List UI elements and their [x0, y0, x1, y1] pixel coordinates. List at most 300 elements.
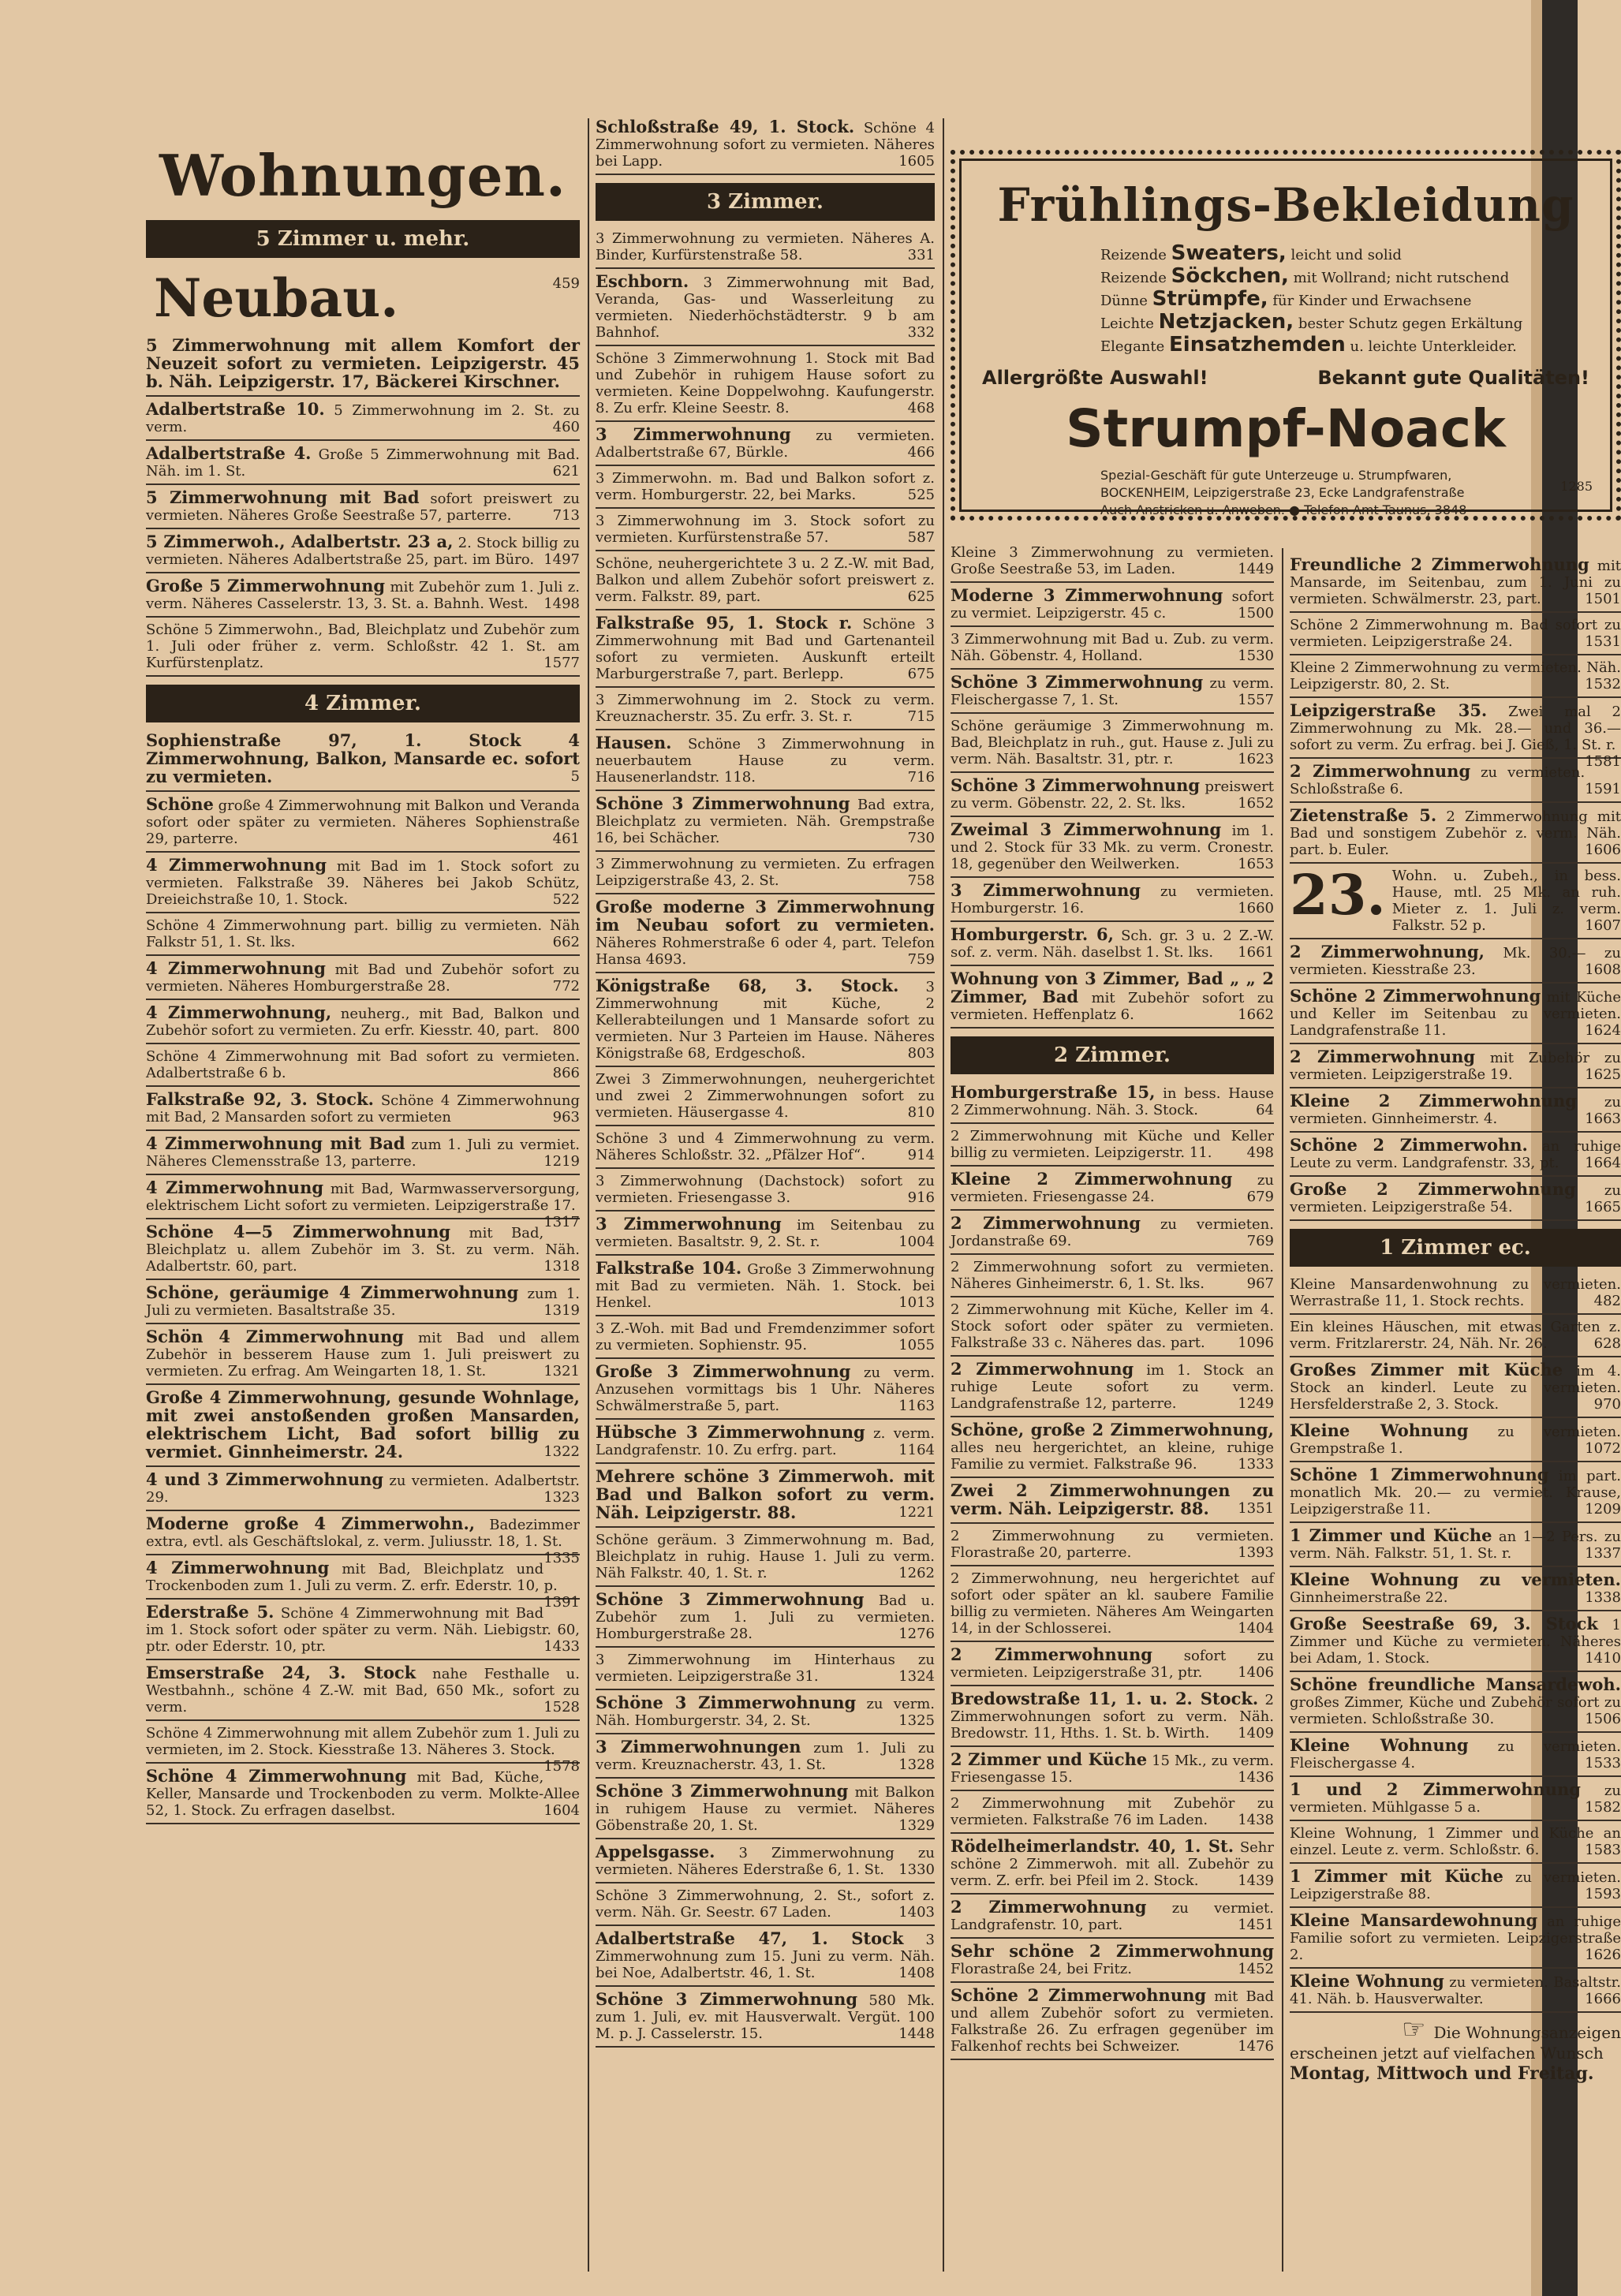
ad-headline: Moderne große 4 Zimmerwohn., — [146, 1514, 476, 1533]
classified-ad — [951, 970, 1274, 1029]
ad-number: 1626 — [1585, 1947, 1621, 1963]
product-post: mit Wollrand; nicht rutschend — [1293, 270, 1510, 286]
ad-text: 2 Zimmerwohnungen sofort zu verm. Näh. Bredowstr. 11, Hths. 1. St. b. Wirth. — [951, 1692, 1274, 1742]
ad-number: 1351 — [1238, 1500, 1274, 1517]
ad-headline: 4 Zimmerwohnung — [146, 958, 326, 978]
classified-ad — [951, 1646, 1274, 1686]
ad-number: 1055 — [898, 1337, 935, 1353]
ad-number: 1333 — [1238, 1456, 1274, 1473]
ad-text: sofort zu vermieten. Leipzigerstraße 31, ptr. — [951, 1648, 1274, 1681]
product-post: u. leichte Unterkleider. — [1350, 338, 1517, 355]
ad-number: 679 — [1246, 1189, 1274, 1205]
ad-number: 1497 — [543, 551, 580, 568]
ad-product-line — [1100, 243, 1589, 266]
notice-line-2: erscheinen jetzt auf vielfachen Wunsch — [1290, 2044, 1604, 2063]
classified-ad — [146, 622, 580, 677]
product-item: Strümpfe, — [1152, 287, 1268, 311]
classified-ad — [596, 1930, 935, 1987]
ad-number: 675 — [907, 666, 935, 682]
ad-number: 1531 — [1585, 633, 1621, 650]
classified-ad — [596, 977, 935, 1067]
ad-number: 800 — [552, 1022, 580, 1039]
ad-number: 866 — [552, 1065, 580, 1081]
classified-ad — [596, 1738, 935, 1779]
ad-number: 916 — [907, 1189, 935, 1206]
ad-headline: Falkstraße 104. — [596, 1258, 742, 1278]
ad-number: 662 — [552, 934, 580, 950]
ad-text: Schöne 4 Zimmerwohnung mit allem Zubehör zum 1. Juli zu vermieten, im 2. Stock. Kiesstraße 13. Näheres 3. Stock. — [146, 1725, 580, 1758]
ad-number: 482 — [1593, 1293, 1621, 1309]
classified-ad — [146, 857, 580, 913]
ad-number: 1410 — [1585, 1650, 1621, 1667]
ad-number: 1436 — [1238, 1769, 1274, 1786]
classified-ad — [1290, 1527, 1621, 1567]
ad-text: an ruhige Leute zu verm. Landgrafenstr. 33, pt. — [1290, 1138, 1621, 1171]
ad-headline: Große 2 Zimmerwohnung — [1290, 1179, 1576, 1199]
classified-ad — [1290, 617, 1621, 655]
classified-ad — [951, 1751, 1274, 1791]
ad-text: mit Bad, Bleichplatz u. allem Zubehör im 3. St. zu verm. Näh. Adalbertstr. 60, part. — [146, 1225, 580, 1275]
ad-headline: Schöne 3 Zimmerwohnung — [596, 1781, 849, 1801]
ad-text: zu vermieten. Fleischergasse 4. — [1290, 1738, 1621, 1771]
ad-text: mit Zubehör zum 1. Juli z. verm. Näheres Casselerstr. 13, 3. St. a. Bahnh. West. — [146, 579, 580, 612]
ad-number: 1328 — [898, 1757, 935, 1773]
classified-ad — [596, 795, 935, 852]
ad-number: 1501 — [1585, 591, 1621, 607]
classified-ad — [596, 1215, 935, 1256]
classified-ad — [596, 1130, 935, 1169]
ad-headline: 2 Zimmerwohnung — [951, 1645, 1152, 1664]
classified-ad — [951, 1259, 1274, 1297]
ad-number: 1409 — [1238, 1725, 1274, 1742]
ad-number: 1335 — [543, 1550, 580, 1566]
ad-headline: Große 3 Zimmerwohnung — [596, 1361, 851, 1381]
classified-ad — [146, 1135, 580, 1175]
ad-headline: Große moderne 3 Zimmerwohnung im Neubau sofort zu vermieten. — [596, 897, 935, 935]
ad-number: 332 — [907, 324, 935, 341]
ad-number: 1623 — [1238, 751, 1274, 767]
classified-ad — [596, 856, 935, 894]
ad-number: 715 — [907, 708, 935, 725]
ad-address-3: Auch Anstricken u. Anweben. ● Telefon Amt Taunus, 3848 — [1100, 502, 1467, 517]
ad-text: Schöne geräum. 3 Zimmerwohnung m. Bad, Bleichplatz in ruhig. Hause 1. Juli zu verm. Näh Falkstr. 40, 1. St. r. — [596, 1532, 935, 1581]
classified-ad — [1290, 1825, 1621, 1864]
ad-text: nahe Festhalle u. Westbahnh., schöne 4 Z.-W. mit Bad, 650 Mk., sofort zu verm. — [146, 1666, 580, 1715]
classified-ad — [596, 230, 935, 269]
product-post: leicht und solid — [1290, 247, 1402, 263]
advertisement-box — [951, 150, 1621, 521]
notice — [1290, 2014, 1621, 2084]
ad-text: Ginnheimerstraße 22. — [1290, 1589, 1448, 1606]
ad-text: Sch. gr. 3 u. 2 Z.-W. sof. z. verm. Näh. daselbst 1. St. lks. — [951, 928, 1274, 961]
classified-ad — [146, 1664, 580, 1721]
classified-ad — [146, 1178, 580, 1230]
classified-ad — [146, 489, 580, 529]
ad-headline: Homburgerstr. 6, — [951, 924, 1114, 944]
product-item: Sweaters, — [1171, 241, 1287, 265]
ad-number: 1577 — [543, 655, 580, 671]
newspaper-page — [99, 117, 1621, 2272]
column-rule — [943, 118, 944, 2272]
product-item: Söckchen, — [1171, 264, 1289, 288]
classified-ad — [596, 1591, 935, 1648]
ad-number: 1013 — [898, 1294, 935, 1311]
ad-text: zum 1. Juli zu verm. Kreuznacherstr. 43, 1. St. — [596, 1740, 935, 1773]
ad-headline: Leipzigerstraße 35. — [1290, 700, 1488, 720]
ad-headline: 1 Zimmer und Küche — [1290, 1525, 1492, 1545]
ad-text: mit Bad, Küche, Keller, Mansarde und Trockenboden zu verm. Molkte-Allee 52, 1. Stock. Zu erfragen daselbst. — [146, 1769, 580, 1819]
ad-headline: 2 Zimmerwohnung, — [1290, 942, 1485, 961]
ad-headline: Zietenstraße 5. — [1290, 805, 1437, 825]
classified-ad — [596, 1071, 935, 1126]
ad-text: Schöne 3 Zimmerwohnung in neuerbautem Hause zu verm. Hausenerlandstr. 118. — [596, 736, 935, 786]
ad-number: 5 — [570, 768, 580, 785]
ad-text: Sehr schöne 2 Zimmerwoh. mit all. Zubehör zu verm. Z. erfr. bei Pfeil im 2. Stock. — [951, 1839, 1274, 1889]
ad-text: Schöne geräumige 3 Zimmerwohnung m. Bad, Bleichplatz in ruh., gut. Hause z. Juli zu verm. Näh. Basaltstr. 31, ptr. r. — [951, 718, 1274, 767]
classified-ad — [596, 692, 935, 730]
ad-text: zu vermieten. Friesengasse 24. — [951, 1172, 1274, 1205]
ad-text: Schöne 4 Zimmerwohnung sofort zu vermieten. Näheres bei Lapp. — [596, 120, 935, 170]
classified-ad — [1290, 1615, 1621, 1672]
classified-ad — [146, 732, 580, 792]
ad-number: 1163 — [898, 1398, 935, 1414]
ad-headline: Schöne 3 Zimmerwohnung — [951, 672, 1204, 692]
product-post: für Kinder und Erwachsene — [1272, 293, 1472, 309]
classified-ad — [951, 544, 1274, 583]
ad-text: Kleine 3 Zimmerwohnung zu vermieten. Große Seestraße 53, im Laden. — [951, 544, 1274, 577]
classified-ad — [1290, 763, 1621, 803]
ad-text: mit Zubehör zu vermieten. Leipzigerstraße 19. — [1290, 1050, 1621, 1083]
ad-text: Schöne 3 Zimmerwohnung, 2. St., sofort z. verm. Näh. Gr. Seestr. 67 Laden. — [596, 1887, 935, 1921]
ad-number: 1408 — [898, 1965, 935, 1981]
ad-text: große 4 Zimmerwohnung mit Balkon und Veranda sofort oder später zu vermieten. Näheres Sophienstraße 29, parterre. — [146, 797, 580, 847]
ad-text: 3 Zimmerwohnung (Dachstock) sofort zu vermieten. Friesengasse 3. — [596, 1173, 935, 1206]
ad-number: 1607 — [1585, 917, 1621, 934]
classified-ad — [596, 1991, 935, 2048]
ad-headline: Schöne 2 Zimmerwohnung — [951, 1985, 1207, 2005]
ad-text: Schöne 4 Zimmerwohnung mit Bad sofort zu vermieten. Adalbertstraße 6 b. — [146, 1048, 580, 1081]
ad-headline: Eschborn. — [596, 271, 689, 291]
ad-headline: Rödelheimerlandstr. 40, 1. St. — [951, 1836, 1234, 1856]
classified-ad — [951, 1943, 1274, 1983]
ad-number: 621 — [552, 463, 580, 480]
classified-ad — [951, 777, 1274, 817]
ad-number: 758 — [907, 872, 935, 889]
ad-text: mit Bad und allem Zubehör in besserem Hause zum 1. Juli preiswert zu vermieten. Zu erfrag. Am Weingarten 18, 1. St. — [146, 1330, 580, 1379]
ad-text: im 1. Stock an ruhige Leute sofort zu verm. Landgrafenstraße 12, parterre. — [951, 1362, 1274, 1412]
section-five-rooms: 5 Zimmer u. mehr. — [146, 220, 580, 258]
classified-ad — [951, 674, 1274, 714]
ad-brand: Strumpf-Noack — [1066, 398, 1506, 459]
ad-text: zu verm. Fleischergasse 7, 1. St. — [951, 675, 1275, 708]
classified-ad — [596, 1652, 935, 1690]
column-rule — [588, 118, 589, 2272]
ad-number: 772 — [552, 978, 580, 995]
classified-ad — [1290, 1276, 1621, 1315]
ad-number: 1625 — [1585, 1066, 1621, 1083]
ad-text: mit Bad im 1. Stock sofort zu vermieten. Falkstraße 39. Näheres bei Jakob Schütz, Dreieichstraße 10, 1. Stock. — [146, 858, 580, 908]
ad-list-five-rooms — [146, 337, 580, 677]
classified-ad — [1290, 1912, 1621, 1969]
product-pre: Elegante — [1100, 338, 1165, 355]
ad-headline: Ederstraße 5. — [146, 1602, 275, 1622]
classified-ad — [1290, 700, 1621, 770]
product-item: Einsatzhemden — [1169, 333, 1346, 357]
classified-ad — [596, 273, 935, 346]
ad-headline: Adalbertstraße 47, 1. Stock — [596, 1928, 904, 1948]
product-post: bester Schutz gegen Erkältung — [1298, 315, 1523, 332]
ad-number: 1578 — [543, 1758, 580, 1775]
classified-ad — [1290, 1737, 1621, 1777]
ad-text: Schöne 3 und 4 Zimmerwohnung zu verm. Näheres Schloßstr. 32. „Pfälzer Hof“. — [596, 1130, 935, 1163]
ad-number: 1319 — [543, 1302, 580, 1319]
ad-number: 460 — [552, 419, 580, 435]
section-three-rooms: 3 Zimmer. — [596, 183, 935, 221]
ad-text: zu vermieten. Adalbertstraße 67, Bürkle. — [596, 427, 935, 461]
classified-ad — [146, 1471, 580, 1511]
ad-text: Schöne 4 Zimmerwohnung mit Bad im 1. Stock sofort oder später zu verm. Näh. Liebigstr. 60, ptr. oder Ederstr. 10, ptr. — [146, 1605, 580, 1655]
ad-text: Schöne 5 Zimmerwohn., Bad, Bleichplatz und Zubehör zum 1. Juli oder früher z. verm. Schloßstr. 42 1. St. am Kurfürstenplatz. — [146, 622, 580, 671]
ad-text: Schöne 3 Zimmerwohnung mit Bad und Gartenanteil sofort zu vermieten. Auskunft erteilt Marburgerstraße 7, part. Berlepp. — [596, 616, 936, 682]
classified-ad — [951, 1690, 1274, 1747]
ad-number: 759 — [907, 951, 935, 968]
classified-ad — [1290, 659, 1621, 698]
ad-headline: 4 Zimmerwohnung mit Bad — [146, 1133, 405, 1153]
ad-text: z. verm. Landgrafenstr. 10. Zu erfrg. part. — [596, 1425, 935, 1458]
ad-number: 459 — [552, 275, 580, 292]
classified-ad — [146, 445, 580, 485]
ad-number: 625 — [907, 588, 935, 605]
ad-number: 1393 — [1238, 1544, 1274, 1561]
classified-ad — [951, 1170, 1274, 1211]
ad-headline: Schöne 3 Zimmerwohnung — [951, 775, 1201, 795]
ad-text: Kleine Wohnung, 1 Zimmer und Küche an einzel. Leute z. verm. Schloßstr. 6. — [1290, 1825, 1621, 1858]
classified-ad — [596, 1694, 935, 1734]
ad-house-number: 23. — [1290, 862, 1386, 928]
ad-number: 716 — [907, 769, 935, 786]
ad-headline: Kleine Wohnung — [1290, 1971, 1444, 1991]
ad-text: Bad extra, Bleichplatz zu vermieten. Näh. Grempstraße 16, bei Schächer. — [596, 797, 935, 846]
ad-text: 5 Zimmerwohnung im 2. St. zu verm. — [146, 402, 580, 435]
classified-ad — [146, 1389, 580, 1467]
ad-text: mit Bad und allem Zubehör sofort zu vermieten. Falkstraße 26. Zu erfragen gegenüber im Falkenhof rechts bei Schweizer. — [951, 1988, 1274, 2055]
classified-ad — [951, 1570, 1274, 1642]
ad-text: 2 Zimmerwohnung mit Küche und Keller billig zu vermieten. Leipzigerstr. 11. — [951, 1128, 1274, 1161]
ad-number: 1665 — [1585, 1199, 1621, 1215]
ad-number: 810 — [907, 1104, 935, 1121]
ad-headline: Hausen. — [596, 733, 672, 752]
ad-text: im part. monatlich Mk. 20.— zu vermiet. Krause, Leipzigerstraße 11. — [1290, 1468, 1621, 1518]
ad-text: 2. Stock billig zu vermieten. Näheres Adalbertstraße 25, part. im Büro. — [146, 535, 580, 568]
ad-headline: Sophienstraße 97, 1. Stock 4 Zimmerwohnung, Balkon, Mansarde ec. sofort zu vermieten. — [146, 730, 580, 786]
classified-ad — [146, 1725, 580, 1775]
ad-headline: Große Seestraße 69, 3. Stock — [1290, 1614, 1598, 1633]
ad-number: 1323 — [543, 1489, 580, 1506]
notice-line-1: Die Wohnungsanzeigen — [1433, 2023, 1621, 2042]
ad-text: Ein kleines Häuschen, mit etwas Garten z. verm. Fritzlarerstr. 24, Näh. Nr. 26. — [1290, 1319, 1621, 1352]
ad-number: 498 — [1246, 1144, 1274, 1161]
ad-number: 1164 — [898, 1442, 935, 1458]
classified-ad — [951, 1084, 1274, 1124]
ad-text: zu vermieten. Schloßstraße 6. — [1290, 764, 1586, 797]
ad-product-line — [1100, 289, 1589, 312]
ad-number: 1451 — [1238, 1917, 1274, 1933]
ad-text: zu vermieten. Grempstraße 1. — [1290, 1424, 1621, 1457]
ad-headline: 4 Zimmerwohnung — [146, 1558, 330, 1577]
ad-number: 1608 — [1585, 961, 1621, 978]
ad-text: 2 Zimmerwohnung sofort zu vermieten. Näheres Ginheimerstr. 6, 1. St. lks. — [951, 1259, 1274, 1292]
ad-headline: 4 und 3 Zimmerwohnung — [146, 1469, 384, 1489]
ad-number: 1249 — [1238, 1395, 1274, 1412]
ad-number: 1321 — [543, 1363, 580, 1379]
ad-headline: 4 Zimmerwohnung — [146, 855, 327, 875]
ad-number: 1506 — [1585, 1711, 1621, 1727]
classified-ad — [1290, 987, 1621, 1044]
notice-line-3: Montag, Mittwoch und Freitag. — [1290, 2063, 1594, 2084]
ad-text: mit Zubehör sofort zu vermieten. Heffenplatz 6. — [951, 990, 1274, 1023]
ad-number: 1653 — [1238, 856, 1274, 872]
ad-number: 1533 — [1585, 1755, 1621, 1771]
ad-text: zum 1. Juli zu vermieten. Basaltstraße 35. — [146, 1286, 580, 1319]
classified-ad — [596, 734, 935, 791]
ad-text: Große 5 Zimmerwohnung mit Bad. Näh. im 1. St. — [146, 446, 580, 480]
classified-ad — [951, 1361, 1274, 1417]
ad-number: 1583 — [1585, 1842, 1621, 1858]
ad-number: 1604 — [543, 1802, 580, 1819]
ad-headline: 1 Zimmer mit Küche — [1290, 1866, 1503, 1886]
ad-headline: 5 Zimmerwohnung mit allem Komfort der Neuzeit sofort zu vermieten. Leipzigerstr. 45 b. Näh. Leipzigerstr. 17, Bäckerei Kirschner. — [146, 335, 580, 391]
ad-number: 803 — [907, 1045, 935, 1062]
ad-number: 1004 — [898, 1234, 935, 1250]
ad-text: zu vermieten. Jordanstraße 69. — [951, 1216, 1274, 1249]
ad-number: 1498 — [543, 595, 580, 612]
classified-ad — [146, 1223, 580, 1280]
ad-text: mit Bad, Warmwasserversorgung, elektrischem Licht sofort zu vermieten. Leipzigerstraße 17. — [146, 1181, 580, 1214]
classified-ad — [951, 1128, 1274, 1167]
ad-headline: 2 Zimmerwohnung — [1290, 1047, 1476, 1066]
ad-list-two-rooms-cont — [1290, 556, 1621, 1221]
ad-number: 1391 — [543, 1594, 580, 1611]
classified-ad — [146, 1004, 580, 1044]
classified-ad — [1290, 1181, 1621, 1221]
ad-number: 1317 — [543, 1214, 580, 1230]
ad-number: 713 — [552, 507, 580, 524]
ad-headline: Sehr schöne 2 Zimmerwohnung — [951, 1941, 1274, 1961]
ad-text: 3 Zimmerwohnung im 2. Stock zu verm. Kreuznacherstr. 35. Zu erfr. 3. St. r. — [596, 692, 935, 725]
ad-product-line — [1100, 312, 1589, 334]
ad-number: 1663 — [1585, 1111, 1621, 1127]
ad-number: 1660 — [1238, 900, 1274, 917]
ad-list-four-rooms-cont — [596, 118, 935, 175]
ad-headline: Schöne, große 2 Zimmerwohnung, — [951, 1420, 1274, 1439]
classified-ad — [146, 1603, 580, 1660]
ad-number: 64 — [1256, 1102, 1274, 1118]
ad-text: Florastraße 24, bei Fritz. — [951, 1961, 1132, 1977]
ad-tagline-left: Allergrößte Auswahl! — [982, 367, 1208, 389]
ad-text: zu verm. Näh. Homburgerstr. 34, 2. St. — [596, 1696, 936, 1729]
product-pre: Leichte — [1100, 315, 1154, 332]
classified-ad — [596, 1424, 935, 1464]
ad-headline: Schöne 3 Zimmerwohnung — [596, 1693, 857, 1712]
ad-headline: Appelsgasse. — [596, 1842, 715, 1861]
ad-text: Schöne 4 Zimmerwohnung part. billig zu vermieten. Näh Falkstr 51, 1. St. lks. — [146, 917, 580, 950]
ad-text: Schöne 3 Zimmerwohnung 1. Stock mit Bad und Zubehör in ruhigem Hause sofort zu vermieten. Keine Doppelwohng. Kaufungerstr. 8. Zu erfr. Kleine Seestr. 8. — [596, 350, 935, 416]
ad-product-line — [1100, 334, 1589, 357]
ad-list-two-rooms — [951, 1084, 1274, 2060]
classified-ad — [951, 1421, 1274, 1478]
ad-text: im 1. und 2. Stock für 33 Mk. zu verm. Cronestr. 18, gegenüber den Weilwerken. — [951, 823, 1274, 872]
ad-number: 1624 — [1585, 1022, 1621, 1039]
ad-headline: Moderne 3 Zimmerwohnung — [951, 585, 1223, 605]
ad-number: 1285 — [1560, 479, 1593, 494]
classified-ad — [146, 796, 580, 853]
ad-number: 1209 — [1585, 1501, 1621, 1518]
ad-headline: Bredowstraße 11, 1. u. 2. Stock. — [951, 1689, 1259, 1708]
ad-headline: 3 Zimmerwohnung — [596, 424, 791, 444]
ad-number: 1582 — [1585, 1799, 1621, 1816]
classified-ad — [146, 577, 580, 618]
classified-ad — [146, 1048, 580, 1087]
ad-text: 3 Zimmerwohnung mit Küche, 2 Kellerabteilungen und 1 Mansarde sofort zu vermieten. Nur 3 Parteien im Hause. Näheres Königstraße 68, Erdgeschoß. — [596, 979, 935, 1062]
ad-headline: 4 Zimmerwohnung, — [146, 1002, 332, 1022]
classified-ad — [951, 821, 1274, 878]
classified-ad — [596, 1363, 935, 1420]
classified-ad — [1290, 1361, 1621, 1418]
classified-ad — [1290, 1137, 1621, 1177]
ad-text: 2 Zimmerwohnung, neu hergerichtet auf sofort oder später an kl. saubere Familie billig zu vermieten. Näheres Am Weingarten 14, in der Schlosserei. — [951, 1570, 1274, 1637]
ad-number: 1262 — [898, 1565, 935, 1581]
classified-ad — [951, 1838, 1274, 1895]
product-pre: Reizende — [1100, 270, 1167, 286]
ad-headline: 2 Zimmerwohnung — [1290, 761, 1471, 781]
classified-ad — [951, 1987, 1274, 2060]
ad-headline: Homburgerstraße 15, — [951, 1082, 1156, 1102]
ad-text: 2 Zimmerwohnung mit Zubehör zu vermieten. Falkstraße 76 im Laden. — [951, 1795, 1274, 1828]
classified-ad — [951, 1898, 1274, 1939]
ad-number: 522 — [552, 891, 580, 908]
ad-headline: Zwei 2 Zimmerwohnungen zu verm. Näh. Leipzigerstr. 88. — [951, 1480, 1274, 1518]
classified-ad — [596, 614, 935, 688]
ad-number: 1557 — [1238, 692, 1274, 708]
ad-text: Schöne, neuhergerichtete 3 u. 2 Z.-W. mit Bad, Balkon und allem Zubehör sofort preiswert z. verm. Falkstr. 89, part. — [596, 555, 935, 605]
classified-ad — [1290, 1466, 1621, 1523]
ad-headline: Emserstraße 24, 3. Stock — [146, 1663, 416, 1682]
ad-list-three-rooms-cont — [951, 544, 1274, 1029]
classified-ad — [596, 1843, 935, 1883]
column-2 — [596, 118, 935, 2051]
ad-headline: Kleine Wohnung — [1290, 1421, 1469, 1440]
ad-number: 1530 — [1238, 648, 1274, 664]
classified-ad — [596, 426, 935, 466]
ad-number: 1338 — [1585, 1589, 1621, 1606]
ad-number: 1662 — [1238, 1006, 1274, 1023]
ad-headline: 3 Zimmerwohnungen — [596, 1737, 801, 1757]
ad-list-three-rooms — [596, 230, 935, 2048]
ad-headline: Schöne 2 Zimmerwohnung — [1290, 986, 1541, 1006]
product-pre: Dünne — [1100, 293, 1148, 309]
classified-ad — [951, 882, 1274, 922]
classified-ad — [1290, 807, 1621, 864]
ad-text: alles neu hergerichtet, an kleine, ruhige Familie zu vermiet. Falkstraße 96. — [951, 1439, 1274, 1473]
ad-number: 1606 — [1585, 842, 1621, 858]
ad-headline: 3 Zimmerwohnung — [951, 880, 1141, 900]
ad-text: Große 3 Zimmerwohnung mit Bad zu vermieten. Näh. 1. Stock. bei Henkel. — [596, 1261, 935, 1311]
classified-ad — [1290, 1571, 1621, 1611]
classified-ad — [146, 960, 580, 1000]
ad-text: zu vermieten. Basaltstr. 41. Näh. b. Hausverwalter. — [1290, 1974, 1621, 2007]
ad-text: an 1—2 Pers. zu verm. Näh. Falkstr. 51, 1. St. r. — [1290, 1529, 1621, 1562]
column-4 — [1290, 556, 1621, 2084]
